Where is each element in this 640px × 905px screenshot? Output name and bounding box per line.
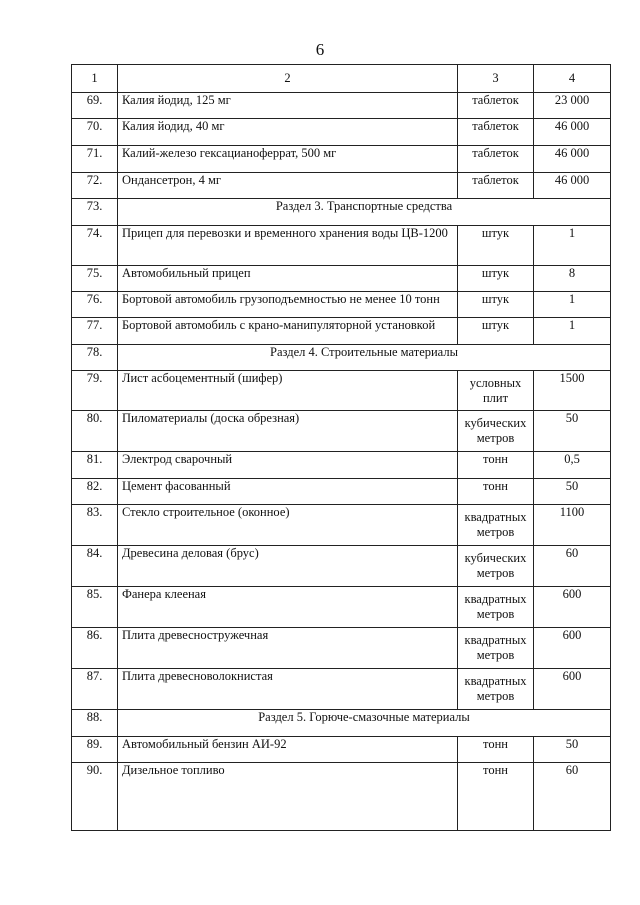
item-name: Автомобильный прицеп: [118, 266, 458, 292]
section-row: [72, 710, 611, 737]
item-unit: штук: [458, 318, 534, 345]
table-row: [72, 628, 611, 669]
table-row: [72, 763, 611, 831]
item-unit: тонн: [458, 737, 534, 763]
item-quantity: 0,5: [534, 452, 611, 479]
item-name: Плита древесноволокнистая: [118, 669, 458, 710]
table-row: [72, 226, 611, 266]
row-number: 86.: [72, 628, 118, 669]
supply-table: [71, 64, 611, 831]
table-row: [72, 173, 611, 199]
table-row: [72, 411, 611, 452]
row-number: 84.: [72, 546, 118, 587]
item-unit: штук: [458, 226, 534, 266]
row-number: 70.: [72, 119, 118, 146]
header-cell-2: 2: [118, 65, 458, 93]
item-name: Калий-железо гексацианоферрат, 500 мг: [118, 146, 458, 173]
item-name: Автомобильный бензин АИ-92: [118, 737, 458, 763]
table-row: [72, 546, 611, 587]
table-row: [72, 266, 611, 292]
item-name: Плита древесностружечная: [118, 628, 458, 669]
item-name: Электрод сварочный: [118, 452, 458, 479]
row-number: 85.: [72, 587, 118, 628]
table-row: [72, 318, 611, 345]
item-unit: квадратных метров: [458, 587, 534, 628]
item-quantity: 50: [534, 737, 611, 763]
item-unit: тонн: [458, 763, 534, 831]
table-row: [72, 505, 611, 546]
row-number: 73.: [72, 199, 118, 226]
item-quantity: 600: [534, 587, 611, 628]
page-number: 6: [315, 40, 325, 59]
row-number: 87.: [72, 669, 118, 710]
item-unit: тонн: [458, 452, 534, 479]
table-row: [72, 587, 611, 628]
table-row: [72, 452, 611, 479]
item-name: Дизельное топливо: [118, 763, 458, 831]
item-name: Бортовой автомобиль грузоподъемностью не менее 10 тонн: [118, 292, 458, 318]
item-quantity: 1: [534, 226, 611, 266]
item-name: Прицеп для перевозки и временного хранения воды ЦВ-1200: [118, 226, 458, 266]
row-number: 79.: [72, 371, 118, 411]
item-quantity: 50: [534, 411, 611, 452]
table-row: [72, 93, 611, 119]
row-number: 75.: [72, 266, 118, 292]
item-quantity: 1500: [534, 371, 611, 411]
table-row: [72, 371, 611, 411]
table-row: [72, 292, 611, 318]
item-unit: штук: [458, 266, 534, 292]
row-number: 88.: [72, 710, 118, 737]
item-quantity: 23 000: [534, 93, 611, 119]
section-row: [72, 199, 611, 226]
item-unit: квадратных метров: [458, 505, 534, 546]
table-row: [72, 119, 611, 146]
item-name: Пиломатериалы (доска обрезная): [118, 411, 458, 452]
item-quantity: 8: [534, 266, 611, 292]
item-quantity: 46 000: [534, 119, 611, 146]
row-number: 89.: [72, 737, 118, 763]
item-quantity: 46 000: [534, 146, 611, 173]
row-number: 81.: [72, 452, 118, 479]
section-title: Раздел 3. Транспортные средства: [118, 199, 611, 226]
section-row: [72, 345, 611, 371]
row-number: 83.: [72, 505, 118, 546]
header-cell-4: 4: [534, 65, 611, 93]
section-title: Раздел 5. Горюче-смазочные материалы: [118, 710, 611, 737]
item-name: Калия йодид, 125 мг: [118, 93, 458, 119]
table-row: [72, 479, 611, 505]
row-number: 74.: [72, 226, 118, 266]
row-number: 72.: [72, 173, 118, 199]
item-unit: квадратных метров: [458, 669, 534, 710]
item-quantity: 46 000: [534, 173, 611, 199]
item-unit: кубических метров: [458, 411, 534, 452]
item-unit: штук: [458, 292, 534, 318]
item-quantity: 50: [534, 479, 611, 505]
item-unit: таблеток: [458, 93, 534, 119]
row-number: 77.: [72, 318, 118, 345]
table-row: [72, 669, 611, 710]
row-number: 76.: [72, 292, 118, 318]
item-name: Древесина деловая (брус): [118, 546, 458, 587]
item-name: Лист асбоцементный (шифер): [118, 371, 458, 411]
item-quantity: 1100: [534, 505, 611, 546]
item-quantity: 1: [534, 318, 611, 345]
item-quantity: 60: [534, 763, 611, 831]
header-cell-3: 3: [458, 65, 534, 93]
row-number: 78.: [72, 345, 118, 371]
table-row: [72, 146, 611, 173]
item-quantity: 600: [534, 669, 611, 710]
item-unit: таблеток: [458, 173, 534, 199]
row-number: 71.: [72, 146, 118, 173]
item-name: Ондансетрон, 4 мг: [118, 173, 458, 199]
item-unit: квадратных метров: [458, 628, 534, 669]
item-name: Стекло строительное (оконное): [118, 505, 458, 546]
item-unit: таблеток: [458, 146, 534, 173]
table-header-row: [72, 65, 611, 93]
item-quantity: 60: [534, 546, 611, 587]
item-unit: таблеток: [458, 119, 534, 146]
item-name: Бортовой автомобиль с крано-манипуляторной установкой: [118, 318, 458, 345]
item-unit: условных плит: [458, 371, 534, 411]
row-number: 69.: [72, 93, 118, 119]
row-number: 82.: [72, 479, 118, 505]
row-number: 90.: [72, 763, 118, 831]
row-number: 80.: [72, 411, 118, 452]
table-row: [72, 737, 611, 763]
item-unit: тонн: [458, 479, 534, 505]
item-quantity: 1: [534, 292, 611, 318]
item-name: Цемент фасованный: [118, 479, 458, 505]
section-title: Раздел 4. Строительные материалы: [118, 345, 611, 371]
header-cell-1: 1: [72, 65, 118, 93]
item-quantity: 600: [534, 628, 611, 669]
item-unit: кубических метров: [458, 546, 534, 587]
item-name: Фанера клееная: [118, 587, 458, 628]
item-name: Калия йодид, 40 мг: [118, 119, 458, 146]
